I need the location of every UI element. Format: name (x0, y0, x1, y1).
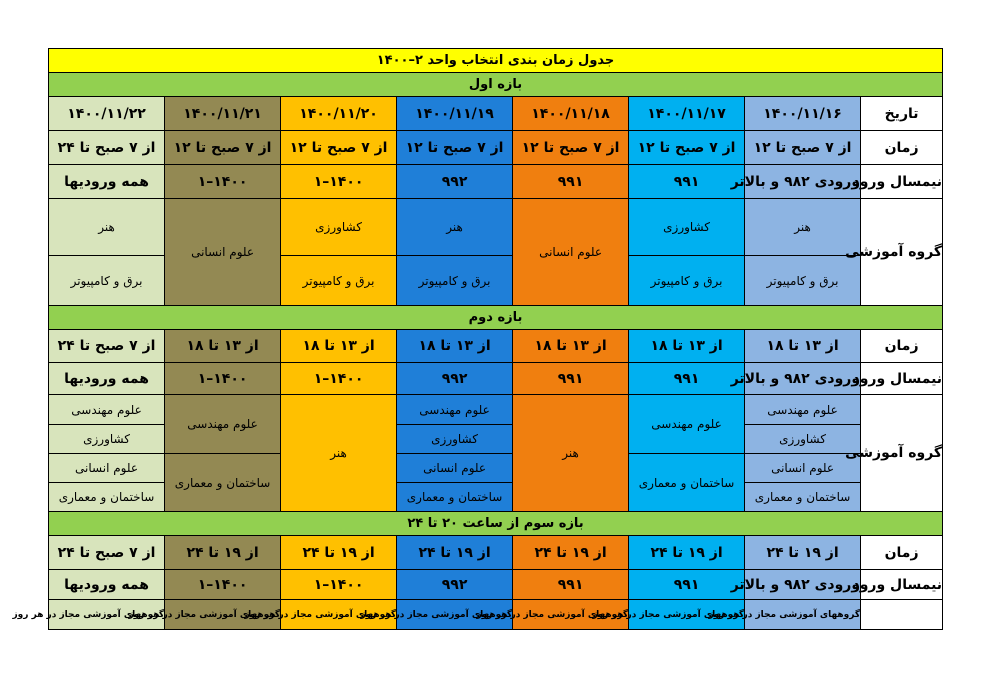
time-cell: از ۱۳ تا ۱۸ (397, 330, 513, 363)
group-cell: علوم انسانی (397, 454, 513, 483)
group-cell: ساختمان و معماری (397, 483, 513, 512)
date-cell: ۱۴۰۰/۱۱/۱۸ (513, 97, 629, 131)
time-cell: از ۱۳ تا ۱۸ (745, 330, 861, 363)
section-title-period-2: بازه دوم (49, 306, 943, 330)
date-cell: ۱۴۰۰/۱۱/۲۰ (281, 97, 397, 131)
note-cell: گروههای آموزشی مجاز در هر روز (165, 600, 281, 630)
time-cell: از ۷ صبح تا ۱۲ (165, 131, 281, 165)
entry-cell: ۱۴۰۰–۱ (281, 363, 397, 395)
group-cell: هنر (281, 395, 397, 512)
group-cell: ساختمان و معماری (165, 454, 281, 512)
schedule-table (12, 48, 943, 630)
row-label-entry: نیمسال ورود (861, 570, 943, 600)
row-label-entry: نیمسال ورود (861, 363, 943, 395)
time-cell: از ۱۳ تا ۱۸ (513, 330, 629, 363)
time-cell: از ۷ صبح تا ۱۲ (397, 131, 513, 165)
time-cell: از ۱۳ تا ۱۸ (629, 330, 745, 363)
row-label-time: زمان (861, 330, 943, 363)
entry-cell: ورودی ۹۸۲ و بالاتر (745, 363, 861, 395)
date-cell: ۱۴۰۰/۱۱/۱۹ (397, 97, 513, 131)
entry-cell: همه ورودیها (49, 363, 165, 395)
row-label-group: گروه آموزشی (861, 199, 943, 306)
time-cell: از ۷ صبح تا ۲۴ (49, 131, 165, 165)
entry-cell: همه ورودیها (49, 165, 165, 199)
page-title: جدول زمان بندی انتخاب واحد ۲–۱۴۰۰ (49, 49, 943, 73)
time-cell: از ۱۹ تا ۲۴ (165, 536, 281, 570)
entry-cell: ۹۹۲ (397, 570, 513, 600)
entry-cell: ۱۴۰۰–۱ (165, 165, 281, 199)
note-cell: گروههای آموزشی مجاز در هر روز (49, 600, 165, 630)
group-cell: علوم مهندسی (165, 395, 281, 454)
group-cell: کشاورزی (49, 425, 165, 454)
note-cell: گروههای آموزشی مجاز در هر روز (629, 600, 745, 630)
date-cell: ۱۴۰۰/۱۱/۲۲ (49, 97, 165, 131)
entry-cell: ۹۹۱ (513, 165, 629, 199)
row-label-date: تاریخ (861, 97, 943, 131)
group-cell: کشاورزی (745, 425, 861, 454)
entry-cell: ۹۹۱ (629, 363, 745, 395)
date-cell: ۱۴۰۰/۱۱/۲۱ (165, 97, 281, 131)
group-cell: هنر (49, 199, 165, 256)
entry-cell: ۹۹۲ (397, 363, 513, 395)
note-cell: گروههای آموزشی مجاز در هر روز (397, 600, 513, 630)
group-cell: کشاورزی (281, 199, 397, 256)
row-label-time: زمان (861, 536, 943, 570)
group-cell: برق و کامپیوتر (629, 256, 745, 306)
date-cell: ۱۴۰۰/۱۱/۱۷ (629, 97, 745, 131)
time-cell: از ۱۹ تا ۲۴ (629, 536, 745, 570)
entry-cell: همه ورودیها (49, 570, 165, 600)
group-cell: علوم مهندسی (629, 395, 745, 454)
entry-cell: ۱۴۰۰–۱ (281, 165, 397, 199)
time-cell: از ۱۹ تا ۲۴ (513, 536, 629, 570)
group-cell: برق و کامپیوتر (397, 256, 513, 306)
entry-cell: ورودی ۹۸۲ و بالاتر (745, 165, 861, 199)
group-cell: ساختمان و معماری (629, 454, 745, 512)
time-cell: از ۷ صبح تا ۱۲ (745, 131, 861, 165)
group-cell: برق و کامپیوتر (281, 256, 397, 306)
entry-cell: ۱۴۰۰–۱ (165, 570, 281, 600)
group-cell: برق و کامپیوتر (745, 256, 861, 306)
time-cell: از ۱۹ تا ۲۴ (281, 536, 397, 570)
group-cell: علوم انسانی (745, 454, 861, 483)
time-cell: از ۷ صبح تا ۱۲ (513, 131, 629, 165)
entry-cell: ۹۹۲ (397, 165, 513, 199)
note-cell: گروههای آموزشی مجاز در هر روز (513, 600, 629, 630)
entry-cell: ۹۹۱ (629, 570, 745, 600)
note-cell: گروههای آموزشی مجاز در هر روز (281, 600, 397, 630)
group-cell: کشاورزی (397, 425, 513, 454)
group-cell: ساختمان و معماری (49, 483, 165, 512)
group-cell: هنر (513, 395, 629, 512)
time-cell: از ۱۹ تا ۲۴ (397, 536, 513, 570)
group-cell: علوم مهندسی (745, 395, 861, 425)
entry-cell: ۹۹۱ (513, 363, 629, 395)
section-title-period-3: بازه سوم از ساعت ۲۰ تا ۲۴ (49, 512, 943, 536)
time-cell: از ۷ صبح تا ۱۲ (629, 131, 745, 165)
group-cell: هنر (397, 199, 513, 256)
row-label-empty (861, 600, 943, 630)
row-label-entry: نیمسال ورود (861, 165, 943, 199)
group-cell: علوم انسانی (513, 199, 629, 306)
group-cell: ساختمان و معماری (745, 483, 861, 512)
time-cell: از ۷ صبح تا ۲۴ (49, 536, 165, 570)
time-cell: از ۱۹ تا ۲۴ (745, 536, 861, 570)
entry-cell: ۱۴۰۰–۱ (281, 570, 397, 600)
time-cell: از ۱۳ تا ۱۸ (281, 330, 397, 363)
entry-cell: ورودی ۹۸۲ و بالاتر (745, 570, 861, 600)
date-cell: ۱۴۰۰/۱۱/۱۶ (745, 97, 861, 131)
time-cell: از ۷ صبح تا ۲۴ (49, 330, 165, 363)
group-cell: علوم انسانی (49, 454, 165, 483)
time-cell: از ۷ صبح تا ۱۲ (281, 131, 397, 165)
group-cell: علوم انسانی (165, 199, 281, 306)
entry-cell: ۹۹۱ (629, 165, 745, 199)
group-cell: برق و کامپیوتر (49, 256, 165, 306)
group-cell: علوم مهندسی (397, 395, 513, 425)
note-cell: گروههای آموزشی مجاز در هر روز (745, 600, 861, 630)
time-cell: از ۱۳ تا ۱۸ (165, 330, 281, 363)
group-cell: کشاورزی (629, 199, 745, 256)
group-cell: علوم مهندسی (49, 395, 165, 425)
row-label-group: گروه آموزشی (861, 395, 943, 512)
row-label-time: زمان (861, 131, 943, 165)
section-title-period-1: بازه اول (49, 73, 943, 97)
group-cell: هنر (745, 199, 861, 256)
entry-cell: ۱۴۰۰–۱ (165, 363, 281, 395)
entry-cell: ۹۹۱ (513, 570, 629, 600)
